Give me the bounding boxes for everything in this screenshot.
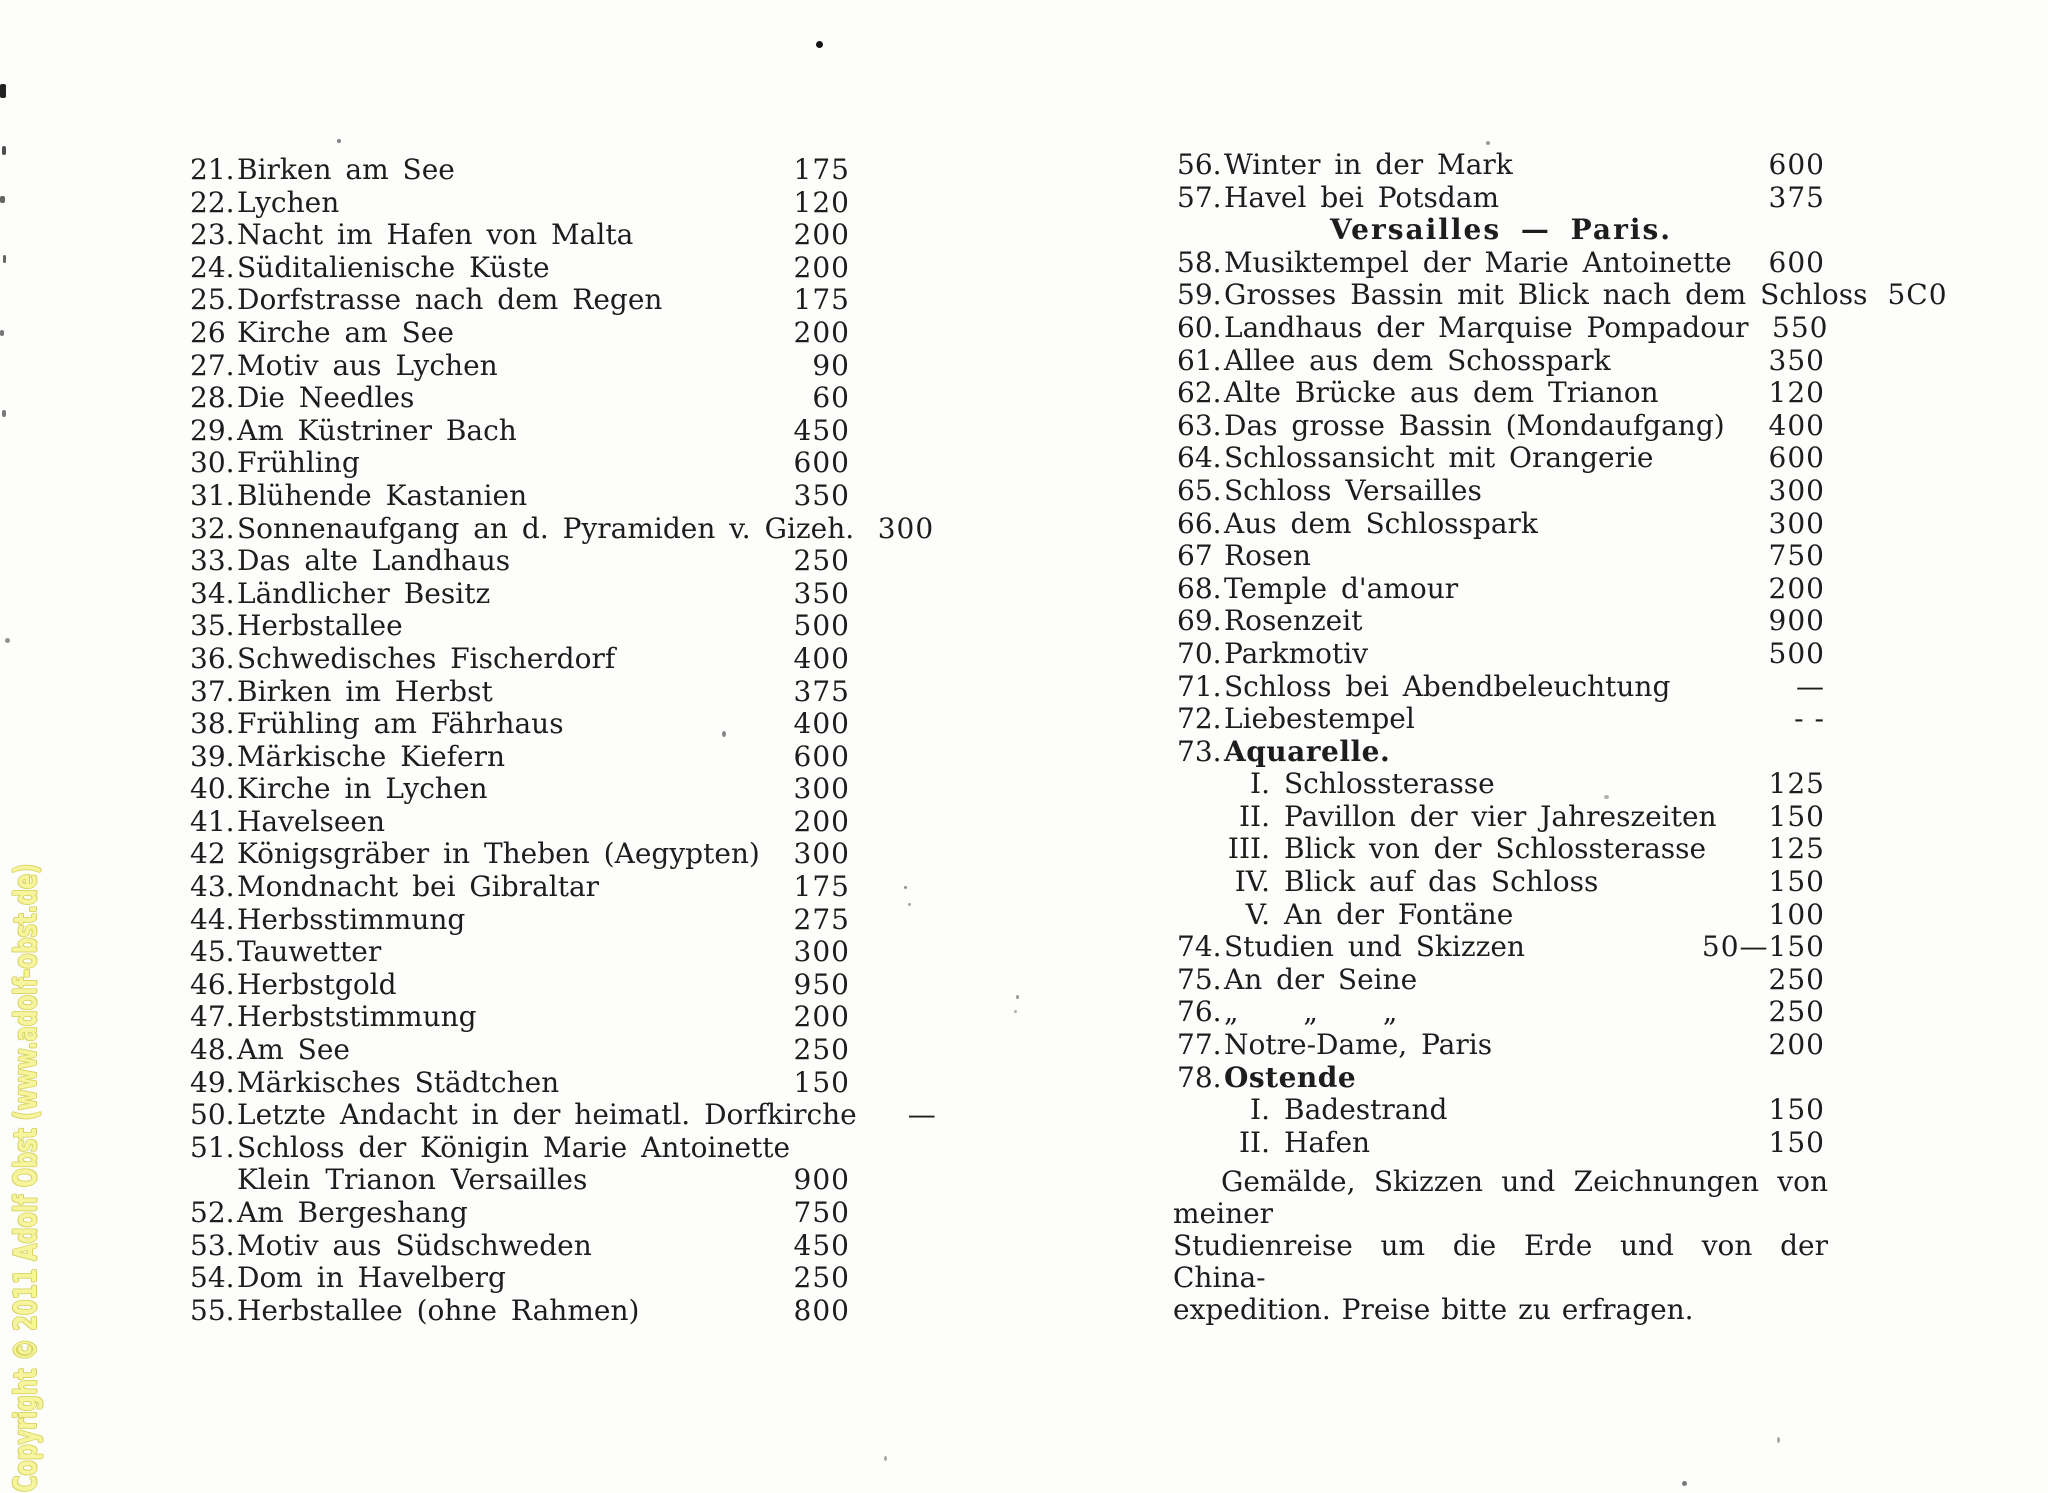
item-number: 47. [190, 1000, 235, 1034]
item-number: 49. [190, 1065, 235, 1099]
item-title: Herbstgold [237, 967, 397, 1001]
item-title: Aus dem Schlosspark [1224, 506, 1538, 540]
item-price: 300 [793, 772, 850, 806]
item-title: Herbstallee (ohne Rahmen) [237, 1293, 640, 1327]
item-title: Havelseen [237, 804, 385, 838]
item-title: Herbstallee [237, 609, 403, 643]
item-title: Landhaus der Marquise Pompadour [1224, 310, 1749, 344]
item-number: 27. [190, 348, 235, 382]
catalog-row [1177, 638, 1825, 671]
item-price: 750 [793, 1196, 850, 1229]
item-title: Süditalienische Küste [237, 250, 550, 284]
item-title: Tauwetter [237, 935, 382, 969]
item-title: Schlossansicht mit Orangerie [1224, 441, 1654, 475]
catalog-row [1177, 540, 1825, 573]
item-title: Schlossterasse [1284, 767, 1495, 801]
item-title: Dorfstrasse nach dem Regen [237, 283, 663, 317]
item-price: 300 [877, 511, 935, 545]
catalog-row [190, 578, 850, 611]
item-number: 61. [1177, 343, 1222, 377]
item-title: Am See [237, 1033, 350, 1067]
item-price: 5C0 [1887, 278, 1948, 312]
item-number: 25. [190, 283, 235, 317]
catalog-row [190, 806, 850, 839]
item-title: Dom in Havelberg [237, 1261, 506, 1295]
item-price: 250 [793, 544, 850, 578]
catalog-row [1177, 703, 1825, 736]
item-number: 63. [1177, 408, 1222, 442]
item-number: 73. [1177, 734, 1222, 768]
catalog-row [190, 1230, 850, 1263]
item-number: 30. [190, 446, 235, 480]
item-title: Studien und Skizzen [1224, 930, 1525, 964]
item-title: Winter in der Mark [1224, 148, 1513, 181]
catalog-row [190, 545, 850, 578]
catalog-row [1177, 377, 1825, 410]
catalog-row [1177, 866, 1825, 899]
item-price: 500 [793, 609, 850, 643]
catalog-row [190, 936, 850, 969]
catalog-row [190, 708, 850, 741]
catalog-row [190, 1295, 850, 1328]
catalog-row [190, 1001, 850, 1034]
catalog-row [190, 1034, 850, 1067]
item-number: 78. [1177, 1060, 1222, 1094]
item-price: 600 [1768, 148, 1825, 181]
item-number: 32. [190, 511, 235, 545]
item-title: Frühling am Fährhaus [237, 707, 564, 741]
left-column [190, 153, 937, 1327]
scan-speck [5, 638, 10, 643]
item-price: 300 [1768, 473, 1825, 507]
item-number: 62. [1177, 376, 1222, 410]
item-title: Schloss Versailles [1224, 473, 1482, 507]
item-number: 46. [190, 967, 235, 1001]
catalog-row [190, 676, 850, 709]
catalog-row [1177, 247, 1825, 280]
item-number: 56. [1177, 148, 1222, 181]
catalog-row [190, 382, 850, 415]
catalog-row [190, 187, 850, 220]
item-title: Aquarelle. [1224, 734, 1391, 768]
item-number: 57. [1177, 180, 1222, 214]
item-number: 72. [1177, 702, 1222, 736]
catalog-row [190, 904, 850, 937]
item-price: 200 [1768, 1028, 1825, 1062]
item-number: 74. [1177, 930, 1222, 964]
item-number: 24. [190, 250, 235, 284]
scan-speck [1486, 141, 1490, 145]
item-price: 750 [1768, 539, 1825, 573]
scan-speck [722, 731, 726, 737]
scan-speck [337, 139, 341, 143]
catalog-row [1177, 964, 1825, 997]
catalog-row [190, 871, 850, 904]
item-title: Kirche in Lychen [237, 772, 488, 806]
item-title: Schloss bei Abendbeleuchtung [1224, 669, 1671, 703]
item-price: 200 [793, 1000, 850, 1034]
scan-speck [1777, 1437, 1780, 1443]
catalog-row [190, 511, 935, 546]
item-price: 300 [793, 935, 850, 969]
item-title: Königsgräber in Theben (Aegypten) [237, 837, 760, 871]
item-title: Musiktempel der Marie Antoinette [1224, 245, 1732, 279]
item-number: I. [1250, 1093, 1270, 1127]
item-price: 125 [1768, 767, 1825, 801]
item-title: Rosenzeit [1224, 604, 1363, 638]
item-title: Allee aus dem Schosspark [1224, 343, 1611, 377]
item-price: — [907, 1098, 937, 1132]
catalog-row [1177, 278, 1948, 312]
item-title: An der Seine [1224, 962, 1418, 996]
item-price: 60 [812, 381, 850, 415]
item-number: 76. [1177, 995, 1222, 1029]
item-price: 350 [1768, 343, 1825, 377]
item-price: 125 [1768, 832, 1825, 866]
scan-speck [908, 903, 911, 906]
item-title: Rosen [1224, 539, 1311, 573]
item-title: An der Fontäne [1284, 897, 1514, 931]
catalog-row [190, 1098, 937, 1132]
scan-speck [1014, 1010, 1017, 1013]
item-price: 375 [1768, 180, 1825, 214]
item-title: Das grosse Bassin (Mondaufgang) [1224, 408, 1725, 442]
item-title: Birken am See [237, 153, 455, 186]
scan-speck [1604, 795, 1609, 799]
item-price: 250 [1768, 962, 1825, 996]
item-title: Herbststimmung [237, 1000, 477, 1034]
item-price: 120 [793, 185, 850, 219]
item-price: 150 [1768, 865, 1825, 899]
item-number: 31. [190, 478, 235, 512]
item-title: Notre-Dame, Paris [1224, 1028, 1493, 1062]
item-price: 150 [1768, 1125, 1825, 1159]
item-number: 40. [190, 772, 235, 806]
catalog-row [190, 1132, 850, 1165]
item-number: III. [1227, 832, 1270, 866]
item-price: 120 [1768, 376, 1825, 410]
item-price: 400 [1768, 408, 1825, 442]
scan-speck [2, 146, 6, 155]
item-number: 64. [1177, 441, 1222, 475]
item-number: 55. [190, 1293, 235, 1327]
item-number: 53. [190, 1228, 235, 1262]
item-price: 175 [793, 870, 850, 904]
item-number: 35. [190, 609, 235, 643]
item-number: II. [1238, 799, 1270, 833]
catalog-row [1177, 1094, 1825, 1127]
item-title: Klein Trianon Versailles [237, 1163, 588, 1197]
item-price: 150 [793, 1065, 850, 1099]
item-price: 300 [793, 837, 850, 871]
item-price: 200 [793, 315, 850, 349]
catalog-row [190, 480, 850, 513]
item-title: Ländlicher Besitz [237, 576, 491, 610]
item-price: 250 [793, 1261, 850, 1295]
catalog-row [190, 1067, 850, 1100]
item-number: 69. [1177, 604, 1222, 638]
item-title: Blick von der Schlossterasse [1284, 832, 1707, 866]
item-number: 60. [1177, 310, 1222, 344]
item-number: 22. [190, 185, 235, 219]
footer-note-line: Studienreise um die Erde und von der China- [1173, 1229, 1828, 1294]
item-price: 200 [1768, 571, 1825, 605]
catalog-row [190, 610, 850, 643]
catalog-row [1177, 442, 1825, 475]
item-number: I. [1250, 767, 1270, 801]
item-number: 34. [190, 576, 235, 610]
item-title: Parkmotiv [1224, 636, 1369, 670]
item-price: 350 [793, 478, 850, 512]
item-title: Sonnenaufgang an d. Pyramiden v. Gizeh. [237, 511, 855, 545]
item-number: 37. [190, 674, 235, 708]
item-number: 59. [1177, 278, 1222, 312]
scan-speck [904, 886, 907, 889]
item-price: 400 [793, 707, 850, 741]
item-number: 28. [190, 381, 235, 415]
catalog-row [190, 447, 850, 480]
item-number: 68. [1177, 571, 1222, 605]
item-number: 54. [190, 1261, 235, 1295]
item-number: 66. [1177, 506, 1222, 540]
catalog-row [1177, 1127, 1825, 1160]
item-price: 50—150 [1701, 930, 1825, 964]
item-title: Das alte Landhaus [237, 544, 511, 578]
item-price: 200 [793, 804, 850, 838]
scan-speck [1682, 1481, 1687, 1486]
catalog-row [190, 154, 850, 187]
footer-note-line: Gemälde, Skizzen und Zeichnungen von meiner [1173, 1165, 1828, 1230]
catalog-row [1177, 182, 1825, 215]
catalog-row [1177, 671, 1825, 704]
scan-speck [3, 255, 6, 263]
item-title: Temple d'amour [1224, 571, 1459, 605]
item-title: Frühling [237, 446, 360, 480]
item-title: Letzte Andacht in der heimatl. Dorfkirche [237, 1098, 857, 1132]
item-price: 600 [1768, 441, 1825, 475]
catalog-row [1177, 931, 1825, 964]
item-price: 450 [793, 1228, 850, 1262]
catalog-row [190, 284, 850, 317]
item-number: 51. [190, 1130, 235, 1164]
scan-speck [1016, 995, 1019, 999]
item-price: 100 [1768, 897, 1825, 931]
item-price: 275 [793, 902, 850, 936]
item-number: 75. [1177, 962, 1222, 996]
item-price: 550 [1772, 310, 1829, 344]
item-price: 950 [793, 967, 850, 1001]
item-price: 200 [793, 250, 850, 284]
catalog-row [1177, 345, 1825, 378]
catalog-row [190, 838, 850, 871]
item-price: 900 [793, 1163, 850, 1197]
item-price: 350 [793, 576, 850, 610]
item-number: 67 [1177, 539, 1213, 573]
catalog-row [190, 350, 850, 383]
item-title: Nacht im Hafen von Malta [237, 218, 634, 252]
item-price: 900 [1768, 604, 1825, 638]
item-title: Motiv aus Lychen [237, 348, 498, 382]
item-title: Herbsstimmung [237, 902, 466, 936]
catalog-row [190, 773, 850, 806]
scan-speck [816, 41, 823, 48]
item-number: IV. [1234, 865, 1270, 899]
item-price: 300 [1768, 506, 1825, 540]
right-column [1177, 148, 1948, 1159]
scan-speck [0, 84, 6, 98]
item-price: — [1796, 669, 1825, 703]
copyright-watermark: Copyright © 2011 Adolf Obst (www.adolf-obst.de) [8, 863, 44, 1492]
footer-note-line: expedition. Preise bitte zu erfragen. [1173, 1293, 1694, 1326]
item-price: 600 [1768, 245, 1825, 279]
item-price: 500 [1768, 636, 1825, 670]
scan-speck [884, 1456, 887, 1461]
catalog-row [1177, 410, 1825, 443]
catalog-row [190, 317, 850, 350]
catalog-row [1177, 573, 1825, 606]
item-number: 50. [190, 1098, 235, 1132]
item-title: Blick auf das Schloss [1284, 865, 1599, 899]
item-number: 43. [190, 870, 235, 904]
item-number: 77. [1177, 1028, 1222, 1062]
catalog-row [190, 969, 850, 1002]
item-title: Havel bei Potsdam [1224, 180, 1500, 214]
item-price: 90 [812, 348, 850, 382]
catalog-row [1177, 996, 1825, 1029]
catalog-row [1177, 801, 1825, 834]
item-price: 200 [793, 218, 850, 252]
scan-speck [0, 330, 4, 336]
item-number: 45. [190, 935, 235, 969]
catalog-row [1177, 899, 1825, 932]
item-price: 250 [1768, 995, 1825, 1029]
item-title: Grosses Bassin mit Blick nach dem Schloss [1224, 278, 1868, 312]
catalog-row [190, 219, 850, 252]
item-number: 39. [190, 739, 235, 773]
item-price: 250 [793, 1033, 850, 1067]
item-price: 600 [793, 739, 850, 773]
item-number: 38. [190, 707, 235, 741]
item-number: 48. [190, 1033, 235, 1067]
item-number: 23. [190, 218, 235, 252]
item-title: Liebestempel [1224, 702, 1415, 736]
item-number: 71. [1177, 669, 1222, 703]
catalog-row [190, 1197, 850, 1230]
item-title: Schloss der Königin Marie Antoinette [237, 1130, 791, 1164]
item-number: 36. [190, 641, 235, 675]
item-title: Märkische Kiefern [237, 739, 506, 773]
item-price: 175 [793, 283, 850, 317]
catalog-row [1177, 833, 1825, 866]
item-number: 65. [1177, 473, 1222, 507]
item-price: 150 [1768, 799, 1825, 833]
catalog-row [1177, 475, 1825, 508]
item-number: 42 [190, 837, 226, 871]
item-title: Alte Brücke aus dem Trianon [1224, 376, 1659, 410]
item-title: „ „ „ [1224, 995, 1398, 1029]
item-title: Birken im Herbst [237, 674, 493, 708]
catalog-row [1177, 508, 1825, 541]
catalog-row [1177, 605, 1825, 638]
catalog-row [190, 643, 850, 676]
item-number: 29. [190, 413, 235, 447]
item-price: 450 [793, 413, 850, 447]
catalog-row [190, 741, 850, 774]
item-title: Die Needles [237, 381, 415, 415]
item-title: Kirche am See [237, 315, 454, 349]
item-number: V. [1245, 897, 1270, 931]
item-title: Am Küstriner Bach [237, 413, 517, 447]
item-title: Lychen [237, 185, 340, 219]
item-number: 33. [190, 544, 235, 578]
item-title: Am Bergeshang [237, 1196, 468, 1229]
catalog-row [1177, 1062, 1825, 1095]
item-price: 375 [793, 674, 850, 708]
catalog-row [190, 415, 850, 448]
catalog-row [1177, 768, 1825, 801]
item-title: Motiv aus Südschweden [237, 1228, 592, 1262]
item-number: 26 [190, 315, 226, 349]
item-number: 52. [190, 1196, 235, 1229]
catalog-row [190, 1164, 850, 1197]
catalog-row [1177, 310, 1829, 345]
catalog-row [190, 252, 850, 285]
section-heading: Versailles — Paris. [1330, 213, 1672, 247]
item-title: Badestrand [1284, 1093, 1448, 1127]
catalog-row [190, 1262, 850, 1295]
catalog-row [1177, 149, 1825, 182]
item-price: 800 [793, 1293, 850, 1327]
item-number: 44. [190, 902, 235, 936]
item-title: Märkisches Städtchen [237, 1065, 560, 1099]
item-title: Hafen [1284, 1125, 1371, 1159]
item-title: Blühende Kastanien [237, 478, 528, 512]
item-price: 150 [1768, 1093, 1825, 1127]
item-title: Schwedisches Fischerdorf [237, 641, 616, 675]
scan-speck [0, 196, 5, 203]
catalog-row [1177, 1029, 1825, 1062]
item-title: Pavillon der vier Jahreszeiten [1284, 799, 1717, 833]
item-number: 70. [1177, 636, 1222, 670]
item-number: 21. [190, 153, 235, 186]
item-price: - - [1794, 702, 1825, 736]
catalog-row [1177, 736, 1825, 769]
item-number: II. [1238, 1125, 1270, 1159]
item-price: 175 [793, 153, 850, 186]
footer-note [1173, 1166, 1828, 1326]
item-title: Mondnacht bei Gibraltar [237, 870, 600, 904]
item-price: 600 [793, 446, 850, 480]
scan-speck [2, 410, 6, 417]
item-number: 41. [190, 804, 235, 838]
item-number: 58. [1177, 245, 1222, 279]
item-price: 400 [793, 641, 850, 675]
item-title: Ostende [1224, 1060, 1357, 1094]
